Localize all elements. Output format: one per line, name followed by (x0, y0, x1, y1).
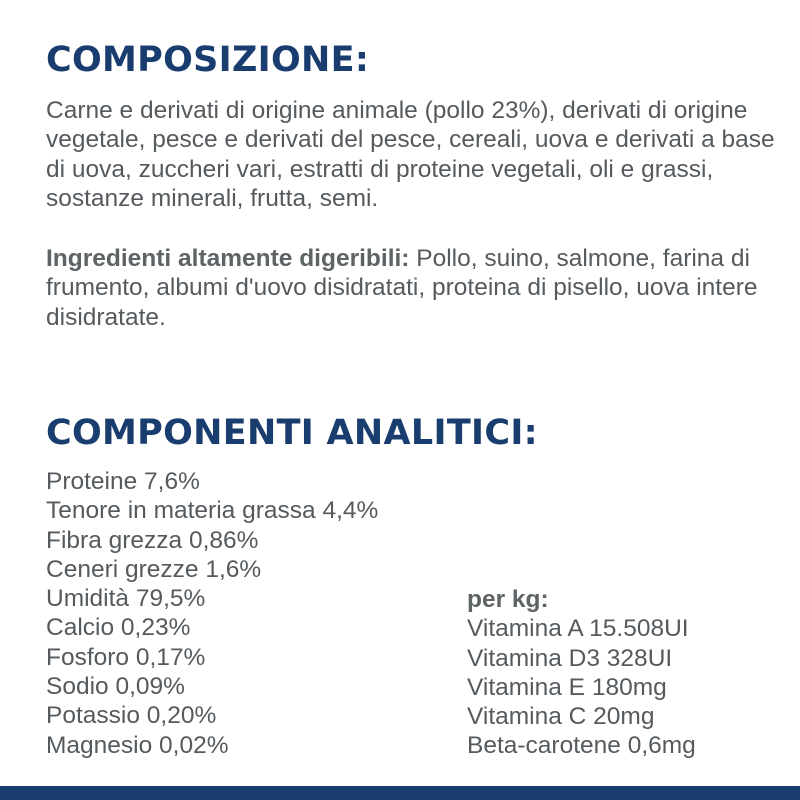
vitamin-item-a: Vitamina A 15.508UI (467, 615, 689, 643)
analytics-item-sodium: Sodio 0,09% (46, 673, 185, 701)
vitamin-item-beta-carotene: Beta-carotene 0,6mg (467, 732, 696, 760)
digestible-ingredients (46, 244, 786, 332)
analytics-item-fat: Tenore in materia grassa 4,4% (46, 497, 379, 525)
vitamin-item-c: Vitamina C 20mg (467, 703, 655, 731)
analytics-item-protein: Proteine 7,6% (46, 468, 200, 495)
digestible-text: Pollo, suino, salmone, farina di frumento, albumi d'uovo disidratati, proteina di pisello, uova intere disidratate. (46, 245, 758, 331)
composition-heading: COMPOSIZIONE: (46, 40, 370, 80)
vitamin-item-e: Vitamina E 180mg (467, 673, 667, 701)
analytics-item-ash: Ceneri grezze 1,6% (46, 555, 262, 583)
composition-text: Carne e derivati di origine animale (pollo 23%), derivati di origine vegetale, pesce e derivati del pesce, cereali, uova e derivati a base di uova, zuccheri vari, estratti di proteine vegetali, oli e grassi, sostanze minerali, frutta, semi. (46, 97, 775, 212)
vitamins-list (467, 585, 696, 761)
analytics-item-moisture: Umidità 79,5% (46, 585, 206, 613)
analytics-item-phosphorus: Fosforo 0,17% (46, 643, 206, 671)
analytics-list (46, 467, 378, 760)
per-kg-label: per kg: (467, 586, 549, 613)
digestible-label: Ingredienti altamente digeribili: (46, 245, 410, 272)
vitamin-item-d3: Vitamina D3 328UI (467, 644, 673, 672)
analytics-item-fiber: Fibra grezza 0,86% (46, 526, 259, 554)
analytics-item-magnesium: Magnesio 0,02% (46, 731, 229, 759)
analytics-item-calcium: Calcio 0,23% (46, 614, 191, 642)
analytics-heading: COMPONENTI ANALITICI: (46, 413, 538, 453)
bottom-accent-bar (0, 786, 800, 800)
analytics-item-potassium: Potassio 0,20% (46, 702, 217, 730)
